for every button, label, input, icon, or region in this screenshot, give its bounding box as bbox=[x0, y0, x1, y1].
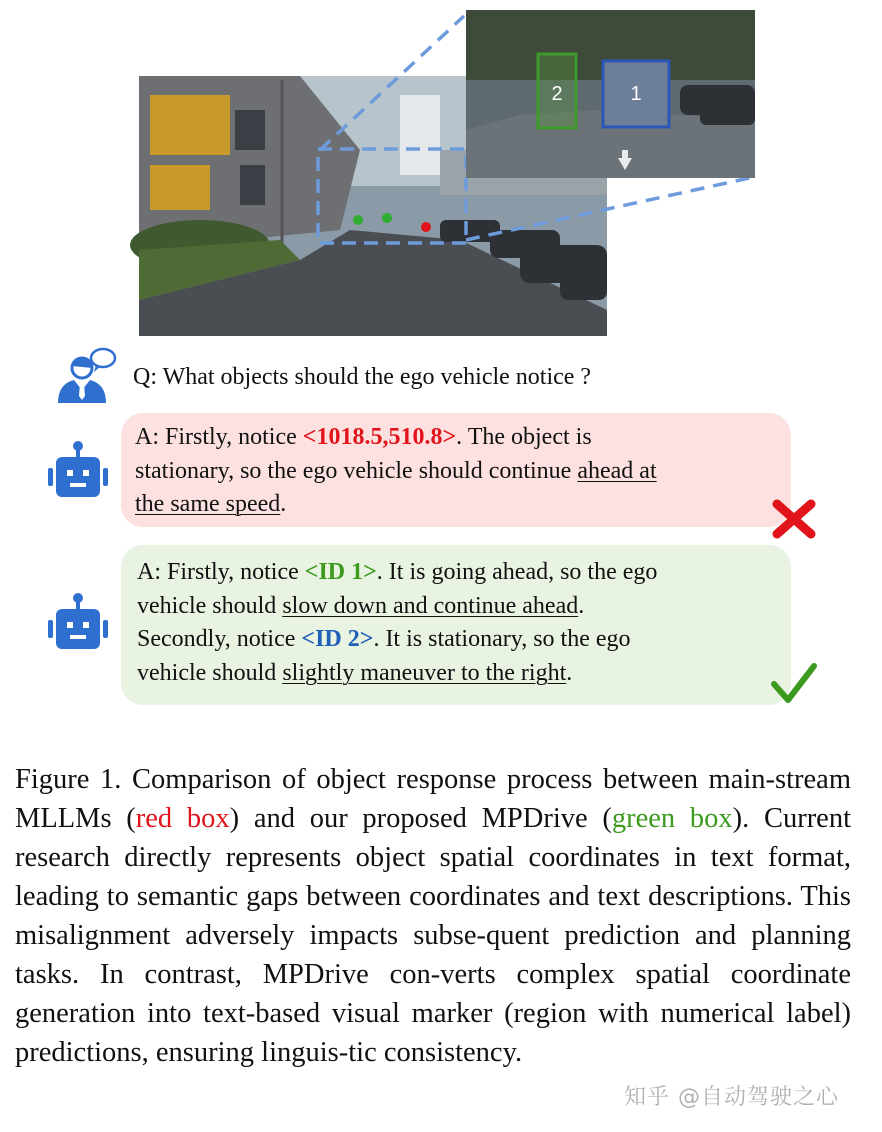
answer-good-line1-suffix: . It is going ahead, so the ego bbox=[376, 559, 658, 585]
check-icon bbox=[770, 662, 818, 706]
robot-icon bbox=[47, 440, 109, 500]
robot-icon-2 bbox=[47, 592, 109, 652]
watermark: 知乎 @自动驾驶之心 bbox=[624, 1085, 839, 1110]
marker-label-2: 2 bbox=[551, 83, 563, 105]
answer-bad-line1-suffix: . The object is bbox=[456, 424, 592, 450]
answer-good-line1-prefix: A: Firstly, notice bbox=[137, 559, 305, 585]
caption-part2: ) and our proposed MPDrive ( bbox=[229, 803, 612, 834]
answer-bad-line1-prefix: A: Firstly, notice bbox=[135, 424, 303, 450]
answer-bad-line2-underlined: ahead at bbox=[577, 457, 657, 484]
answer-good-line4-suffix: . bbox=[566, 659, 573, 686]
caption-part1: Figure 1. Comparison of object response process between main-stream MLLMs ( bbox=[15, 764, 851, 834]
answer-good-line2-underlined: slow down and continue ahead bbox=[282, 592, 579, 619]
user-speech-icon bbox=[54, 346, 118, 404]
street-scene-figure bbox=[0, 0, 882, 360]
caption-part3: ). Current research directly represents object spatial coordinates in text format, leading to semantic gaps between coordinates and text descriptions. This misalignment adversely impacts subse-quent prediction and planning tasks. In contrast, MPDrive con-verts complex spatial coordinate generation into text-based visual marker (region with numerical label) predictions, ensuring linguis-tic consistency. bbox=[15, 803, 852, 1068]
zoom-inset bbox=[466, 10, 755, 178]
answer-good-line4-underlined: slightly maneuver to the right bbox=[282, 659, 567, 686]
answer-correct-text bbox=[137, 556, 657, 690]
answer-bad-line2-prefix: stationary, so the ego vehicle should continue bbox=[135, 457, 578, 484]
caption-green-box: green box bbox=[611, 803, 733, 834]
id2-highlight: <ID 2> bbox=[301, 626, 374, 652]
figure-caption bbox=[15, 760, 851, 1072]
answer-box-correct bbox=[121, 545, 791, 705]
answer-good-line2-prefix: vehicle should bbox=[137, 592, 283, 619]
question-text: Q: What objects should the ego vehicle notice ? bbox=[133, 364, 592, 390]
answer-good-line4-prefix: vehicle should bbox=[137, 659, 283, 686]
marker-label-1: 1 bbox=[630, 83, 642, 105]
answer-good-line3-suffix: . It is stationary, so the ego bbox=[373, 626, 631, 652]
id1-highlight: <ID 1> bbox=[304, 559, 377, 585]
answer-bad-line3-underlined: the same speed bbox=[135, 491, 281, 517]
answer-bad-line3-suffix: . bbox=[280, 491, 287, 517]
coordinate-highlight: <1018.5,510.8> bbox=[302, 424, 457, 450]
caption-red-box: red box bbox=[135, 803, 230, 834]
answer-incorrect-text bbox=[135, 421, 657, 522]
answer-good-line3-prefix: Secondly, notice bbox=[137, 626, 302, 652]
answer-box-incorrect bbox=[121, 413, 791, 527]
cross-icon bbox=[771, 498, 817, 540]
answer-good-line2-suffix: . bbox=[578, 592, 585, 619]
